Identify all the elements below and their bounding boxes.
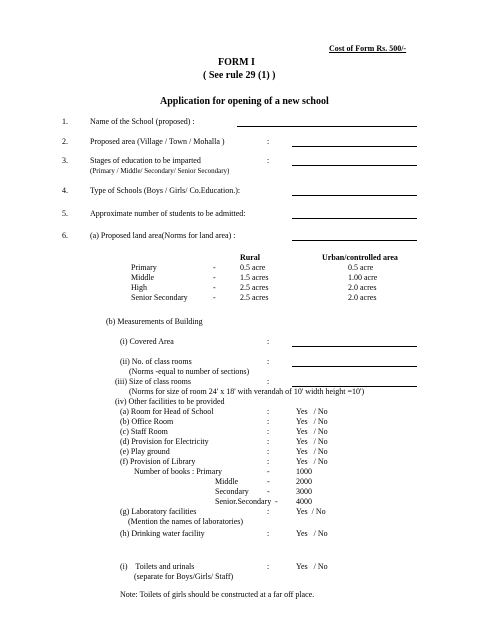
toilets-label: (i) Toilets and urinals — [120, 562, 195, 571]
facility-yes-no[interactable]: Yes / No — [296, 447, 328, 456]
table-cell-urban: 1.00 acre — [348, 273, 378, 282]
books-separator: - — [267, 477, 270, 486]
form-cost: Cost of Form Rs. 500/- — [329, 44, 407, 53]
facility-label: (e) Play ground — [120, 447, 170, 456]
table-cell-stage: Primary — [131, 263, 157, 272]
colon: : — [267, 447, 270, 456]
water-label: (h) Drinking water facility — [120, 529, 205, 538]
table-header-rural: Rural — [240, 253, 260, 262]
table-cell-rural: 1.5 acres — [240, 273, 269, 282]
facility-label: (b) Office Room — [120, 417, 174, 426]
facility-label: (c) Staff Room — [120, 427, 168, 436]
item-number: 4. — [62, 186, 68, 195]
lab-note: (Mention the names of laboratories) — [128, 517, 244, 526]
classrooms-note: (Norms -equal to number of sections) — [129, 367, 250, 376]
facility-yes-no[interactable]: Yes / No — [296, 437, 328, 446]
books-stage: Senior.Secondary — [215, 497, 272, 506]
facility-yes-no[interactable]: Yes / No — [296, 417, 328, 426]
input-line-school-name[interactable] — [237, 126, 417, 127]
table-cell-stage: High — [131, 283, 147, 292]
input-line-classrooms[interactable] — [292, 366, 417, 367]
table-cell-dash: - — [213, 273, 216, 282]
item-label-land-area: (a) Proposed land area(Norms for land area) : — [90, 231, 236, 240]
books-separator: - — [267, 487, 270, 496]
books-separator: - — [267, 467, 270, 476]
colon: : — [267, 337, 270, 346]
item-label-school-type: Type of Schools (Boys / Girls/ Co.Education.): — [90, 186, 241, 195]
colon: : — [267, 507, 270, 516]
facility-yes-no[interactable]: Yes / No — [296, 427, 328, 436]
table-cell-dash: - — [213, 293, 216, 302]
colon: : — [267, 427, 270, 436]
books-count: 3000 — [296, 487, 312, 496]
table-cell-dash: - — [213, 283, 216, 292]
item-number: 1. — [62, 117, 68, 126]
building-heading: (b) Measurements of Building — [106, 317, 203, 326]
facility-label: (d) Provision for Electricity — [120, 437, 209, 446]
table-cell-rural: 0.5 acre — [240, 263, 266, 272]
table-cell-stage: Middle — [131, 273, 155, 282]
colon: : — [267, 457, 270, 466]
covered-area-label: (i) Covered Area — [120, 337, 174, 346]
input-line-stages[interactable] — [292, 165, 417, 166]
item-number: 5. — [62, 209, 68, 218]
facilities-heading: (iv) Other facilities to be provided — [115, 397, 225, 406]
facility-yes-no[interactable]: Yes / No — [296, 407, 328, 416]
books-stage: Middle — [215, 477, 239, 486]
colon: : — [267, 562, 270, 571]
colon: : — [267, 417, 270, 426]
colon: : — [267, 377, 270, 386]
books-stage: Secondary — [215, 487, 249, 496]
table-header-urban: Urban/controlled area — [322, 253, 398, 262]
form-title: FORM I — [218, 57, 255, 68]
toilets-note: (separate for Boys/Girls/ Staff) — [134, 572, 234, 581]
item-label-stages: Stages of education to be imparted — [90, 156, 201, 165]
table-cell-dash: - — [213, 263, 216, 272]
input-line-land-area[interactable] — [292, 240, 417, 241]
input-line-proposed-area[interactable] — [292, 146, 417, 147]
item-label-proposed-area: Proposed area (Village / Town / Mohalla ) — [90, 137, 225, 146]
colon: : — [267, 137, 270, 146]
facility-yes-no[interactable]: Yes / No — [296, 457, 328, 466]
table-cell-urban: 2.0 acres — [348, 293, 377, 302]
books-separator: - — [275, 497, 278, 506]
facility-label: (a) Room for Head of School — [120, 407, 214, 416]
books-count: 1000 — [296, 467, 312, 476]
colon: : — [267, 156, 270, 165]
item-number: 3. — [62, 156, 68, 165]
table-cell-stage: Senior Secondary — [131, 293, 188, 302]
colon: : — [267, 529, 270, 538]
table-cell-urban: 2.0 acres — [348, 283, 377, 292]
item-number: 6. — [62, 231, 68, 240]
item-label-students: Approximate number of students to be admitted: — [90, 209, 246, 218]
classroom-size-note: (Norms for size of room 24' x 18' with verandah of 10' width height =10') — [129, 387, 365, 396]
girls-toilet-note: Note: Toilets of girls should be constructed at a far off place. — [120, 590, 315, 599]
classroom-size-label: (iii) Size of class rooms — [115, 377, 191, 386]
colon: : — [267, 437, 270, 446]
table-cell-urban: 0.5 acre — [348, 263, 374, 272]
books-heading: Number of books : Primary — [134, 467, 222, 476]
item-label-school-name: Name of the School (proposed) : — [90, 117, 195, 126]
water-yes-no[interactable]: Yes / No — [296, 529, 328, 538]
colon: : — [267, 407, 270, 416]
classrooms-label: (ii) No. of class rooms — [120, 357, 192, 366]
lab-yes-no[interactable]: Yes / No — [296, 507, 326, 516]
lab-label: (g) Laboratory facilities — [120, 507, 197, 516]
input-line-covered-area[interactable] — [292, 346, 417, 347]
books-count: 4000 — [296, 497, 312, 506]
input-line-students[interactable] — [292, 218, 417, 219]
toilets-yes-no[interactable]: Yes / No — [296, 562, 328, 571]
item-number: 2. — [62, 137, 68, 146]
input-line-school-type[interactable] — [292, 195, 417, 196]
books-count: 2000 — [296, 477, 312, 486]
table-cell-rural: 2.5 acres — [240, 293, 269, 302]
colon: : — [267, 357, 270, 366]
rule-reference: ( See rule 29 (1) ) — [203, 70, 276, 81]
table-cell-rural: 2.5 acres — [240, 283, 269, 292]
page-heading: Application for opening of a new school — [160, 96, 329, 107]
facility-label: (f) Provision of Library — [120, 457, 196, 466]
item-sublabel-stages: (Primary / Middle/ Secondary/ Senior Secondary) — [90, 167, 230, 175]
